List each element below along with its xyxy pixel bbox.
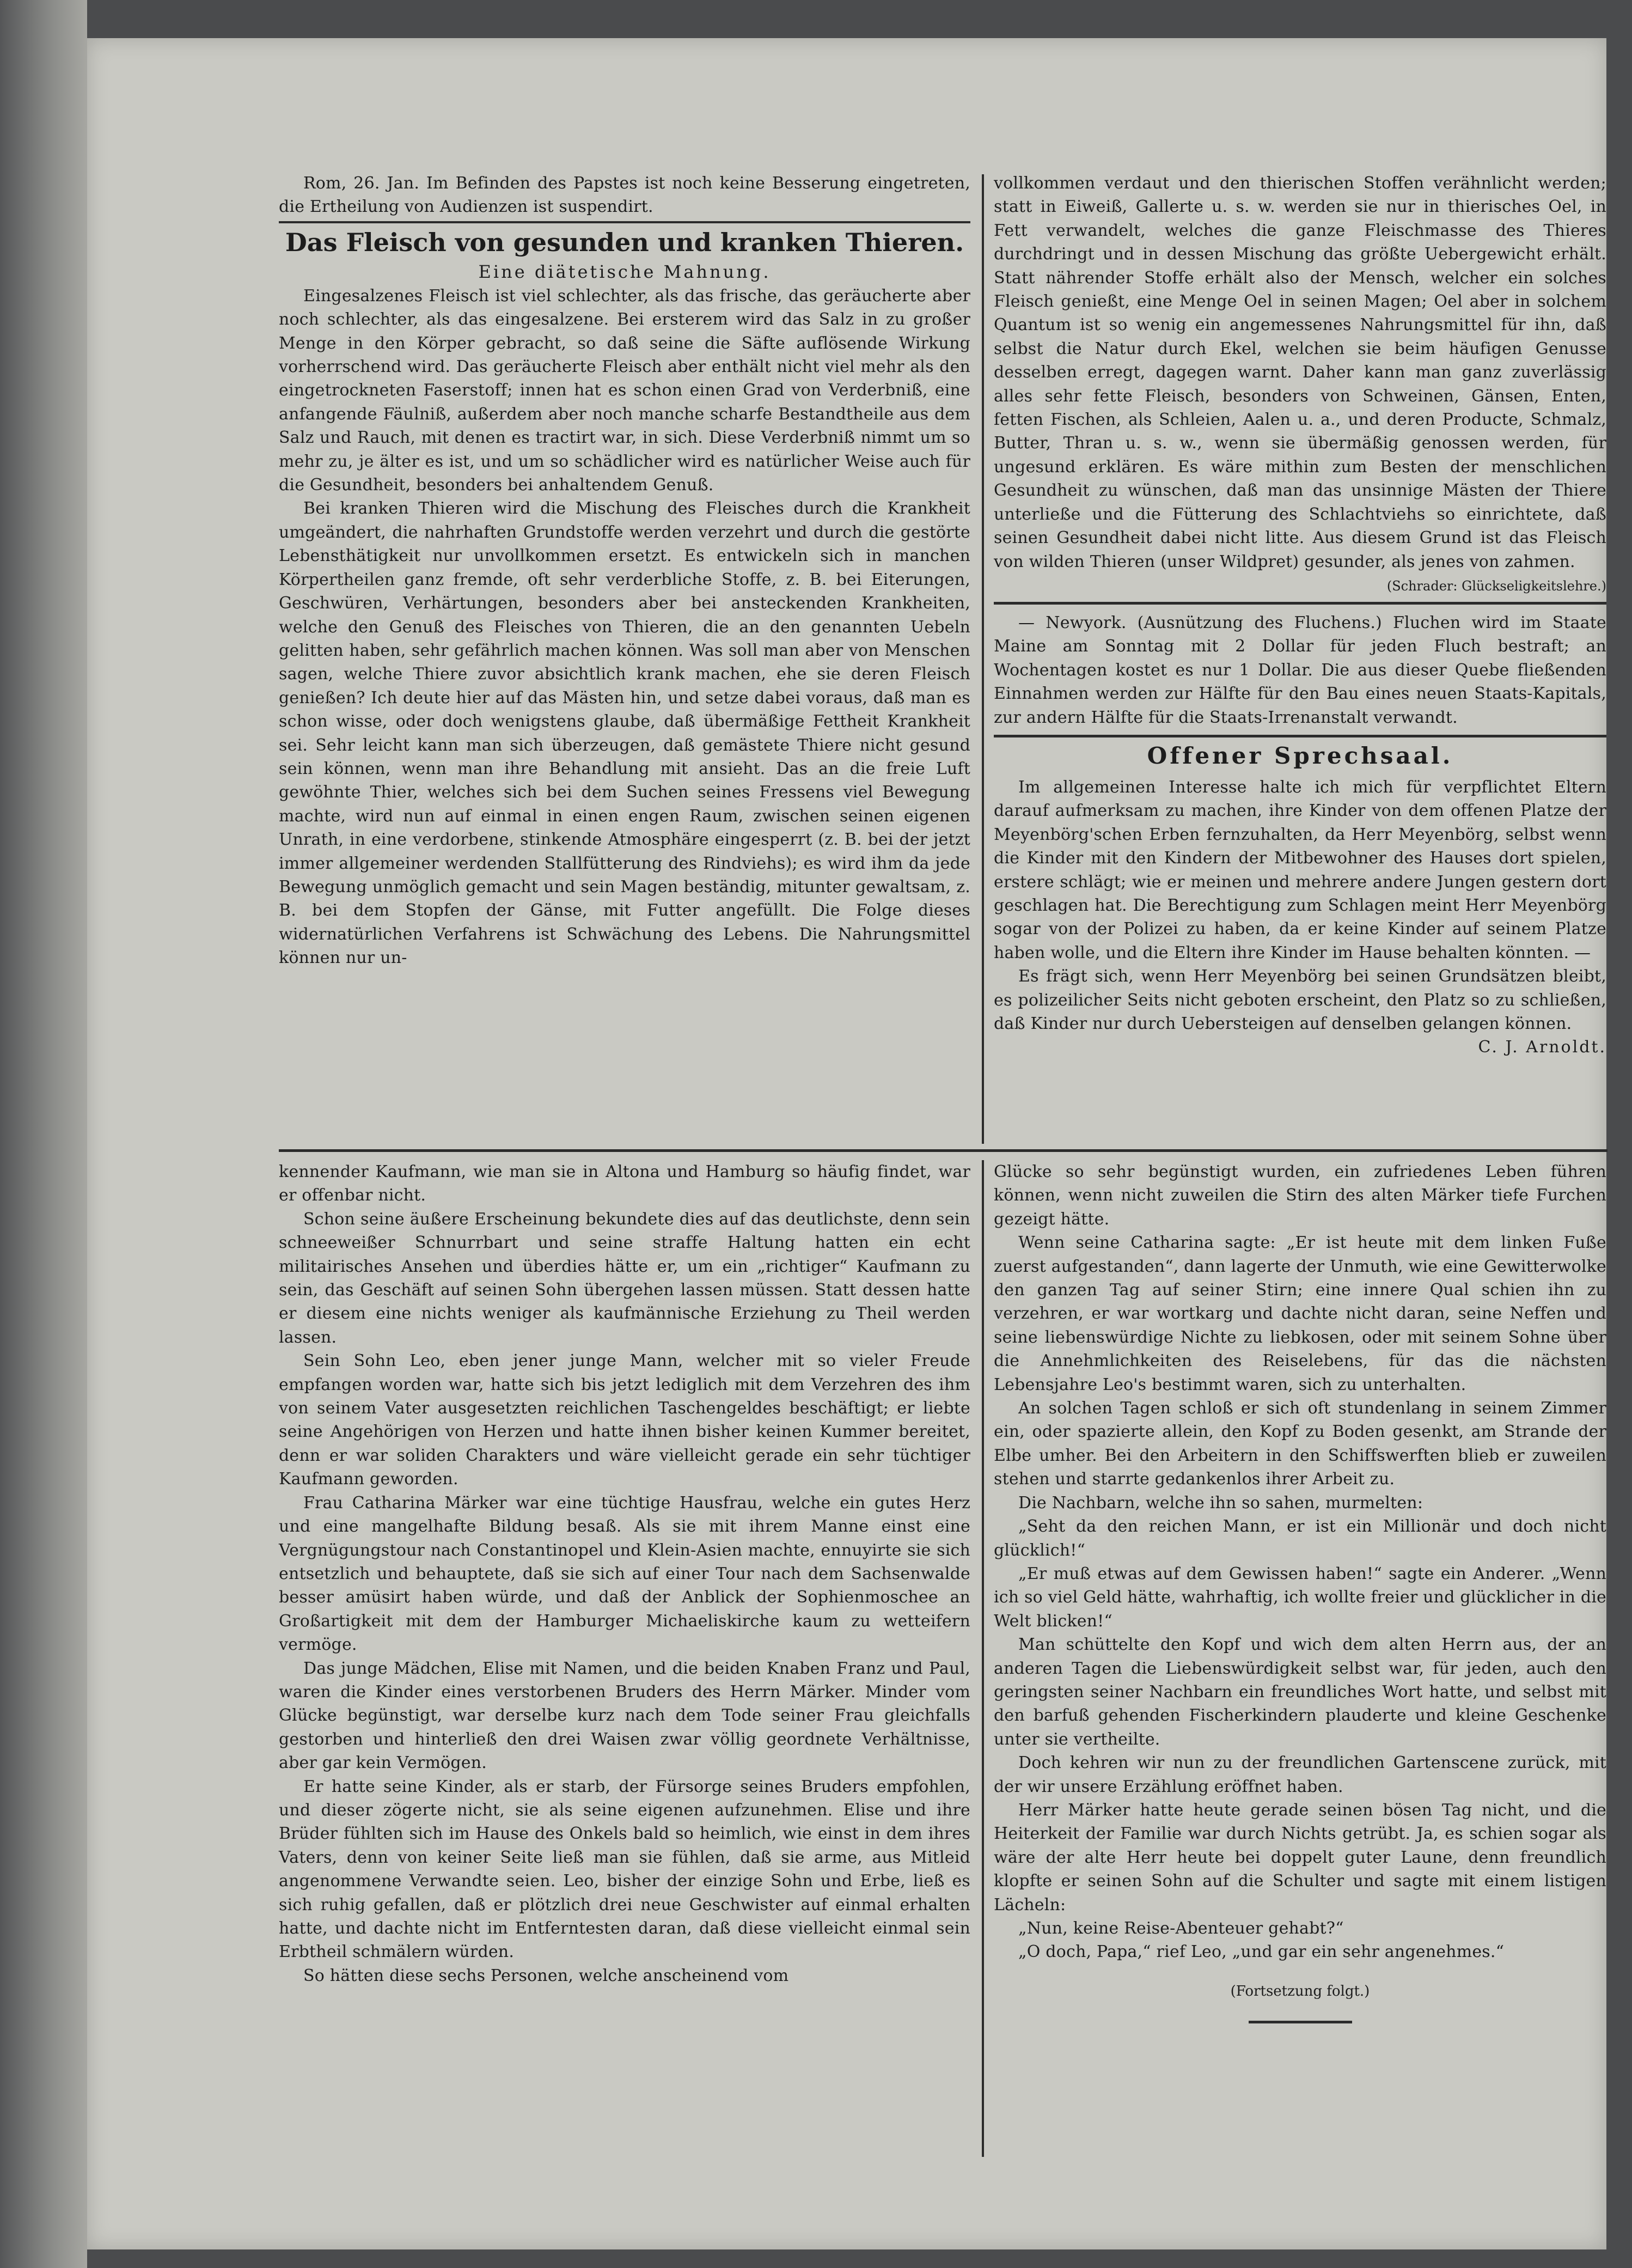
title-rule [279,221,970,223]
sprechsaal-paragraph: Es frägt sich, wenn Herr Meyenbörg bei seinen Grundsätzen bleibt, es polizeilicher Seits nicht geboten erscheint, den Platz so zu schließen, daß Kinder nur durch Uebersteigen auf denselben gelangen können. [994,967,1606,1033]
story-paragraph: So hätten diese sechs Personen, welche anscheinend vom [303,1966,789,1985]
top-left-column [279,172,970,970]
bottom-right-column [994,1160,1606,2023]
sprechsaal-paragraph: Im allgemeinen Interesse halte ich mich für verpflichtet Eltern darauf aufmerksam zu machen, ihre Kinder von dem offenen Platze der Meyenbörg'schen Erben fernzuhalten, da Herr Meyenbörg, selbst wenn die Kinder mit den Kindern der Mitbewohner des Hauses dort spielen, erstere schlägt; wie er meinen und mehrere andere Jungen gestern dort geschlagen hat. Die Berechtigung zum Schlagen meint Herr Meyenbörg sogar von der Polizei zu haben, da er keine Kinder auf seinem Platze haben wolle, und die Eltern ihre Kinder im Hause behalten könnten. — [994,777,1606,962]
top-right-column [994,172,1606,1059]
story-paragraph: Er hatte seine Kinder, als er starb, der Fürsorge seines Bruders empfohlen, und dieser zögerte nicht, sie als seine eigenen aufzunehmen. Elise und ihre Brüder fühlten sich im Hause des Onkels bald so heimlich, wie einst in dem ihres Vaters, denn von keiner Seite ließ man sie fühlen, daß sie arme, aus Mitleid angenommene Verwandte seien. Leo, bisher der einzige Sohn und Erbe, ließ es sich ruhig gefallen, daß er plötzlich drei neue Geschwister auf einmal erhalten hatte, und dachte nicht im Entferntesten daran, daß diese vielleicht einmal sein Erbtheil schmälern würden. [279,1777,970,1962]
feuilleton-divider [279,1149,1607,1152]
continuation-note: (Fortsetzung folgt.) [1230,1983,1370,1999]
story-paragraph: „Nun, keine Reise-Abenteuer gehabt?“ [1018,1919,1344,1938]
story-paragraph: Doch kehren wir nun zu der freundlichen Gartenscene zurück, mit der wir unsere Erzählung eröffnet haben. [994,1753,1606,1796]
story-paragraph: „O doch, Papa,“ rief Leo, „und gar ein sehr angenehmes.“ [1018,1942,1505,1962]
story-paragraph: Glücke so sehr begünstigt wurden, ein zufriedenes Leben führen können, wenn nicht zuweilen die Stirn des alten Märker tiefe Furchen gezeigt hätte. [994,1162,1606,1229]
section-rule [994,602,1606,605]
story-paragraph: Die Nachbarn, welche ihn so sahen, murmelten: [1018,1493,1423,1513]
article-continuation: vollkommen verdaut und den thierischen Stoffen verähnlicht werden; statt in Eiweiß, Gallerte u. s. w. werden sie nur in thierisches Oel, in Fett verwandelt, welches die ganze Fleischmasse des Thieres durchdringt und in dessen Mischung das größte Uebergewicht erhält. Statt nährender Stoffe erhält also der Mensch, welcher ein solches Fleisch genießt, eine Menge Oel in seinen Magen; Oel aber in solchem Quantum ist so wenig ein angemessenes Nahrungsmittel für ihn, daß selbst die Natur durch Ekel, welchen sie beim häufigen Genusse desselben erregt, dagegen warnt. Daher kann man ganz zuverlässig alles sehr fette Fleisch, besonders von Schweinen, Gänsen, Enten, fetten Fischen, als Schleien, Aalen u. a., und deren Producte, Schmalz, Butter, Thran u. s. w., wenn sie übermäßig genossen werden, für ungesund erklären. Es wäre mithin zum Besten der menschlichen Gesundheit zu wünschen, daß man das unsinnige Mästen der Thiere unterließe und die Fütterung des Schlachtviehs so einrichtete, daß seinen Gesundheit dabei nicht litte. Aus diesem Grund ist das Fleisch von wilden Thieren (unser Wildpret) gesunder, als jenes von zahmen. [994,174,1606,571]
story-paragraph: kennender Kaufmann, wie man sie in Altona und Hamburg so häufig findet, war er offenbar nicht. [279,1162,970,1205]
story-paragraph: „Seht da den reichen Mann, er ist ein Millionär und doch nicht glücklich!“ [994,1517,1606,1560]
end-rule [1249,2021,1352,2023]
story-paragraph: Wenn seine Catharina sagte: „Er ist heute mit dem linken Fuße zuerst aufgestanden“, dann lagerte der Unmuth, wie eine Gewitterwolke den ganzen Tag auf seiner Stirn; eine innere Qual schien ihn zu verzehren, er war wortkarg und dachte nicht daran, seine Neffen und seine liebenswürdige Nichte zu liebkosen, oder mit seinem Sohne über die Annehmlichkeiten des Reiselebens, für das die nächsten Lebensjahre Leo's bestimmt waren, sich zu unterhalten. [994,1233,1606,1394]
bottom-left-column [279,1160,970,1987]
story-paragraph: Frau Catharina Märker war eine tüchtige Hausfrau, welche ein gutes Herz und eine mangelhafte Bildung besaß. Als sie mit ihrem Manne einst eine Vergnügungstour nach Constantinopel und Klein-Asien machte, ennuyirte sie sich entsetzlich und behauptete, daß sie sich auf einer Tour nach dem Sachsenwalde besser amüsirt haben würde, und daß der Anblick der Sophienmoschee an Großartigkeit mit dem der Hamburger Michaeliskirche kaum zu wetteifern vermöge. [279,1493,970,1655]
column-rule-bottom [982,1160,984,2157]
signature: C. J. Arnoldt. [1478,1038,1606,1057]
story-paragraph: An solchen Tagen schloß er sich oft stundenlang in seinem Zimmer ein, oder spazierte allein, den Kopf zu Boden gesenkt, am Strande der Elbe umher. Bei den Arbeitern in den Schiffswerften blieb er zuweilen stehen und starrte gedankenlos ihrer Arbeit zu. [994,1399,1606,1489]
news-newyork: — Newyork. (Ausnützung des Fluchens.) Fluchen wird im Staate Maine am Sonntag mit 2 Dollar für jeden Fluch bestraft; an Wochentagen kostet es nur 1 Dollar. Die aus dieser Quebe fließenden Einnahmen werden zur Hälfte für den Bau eines neuen Staats-Kapitals, zur andern Hälfte für die Staats-Irrenanstalt verwandt. [994,613,1606,727]
story-paragraph: Das junge Mädchen, Elise mit Namen, und die beiden Knaben Franz und Paul, waren die Kinder eines verstorbenen Bruders des Herrn Märker. Minder vom Glücke begünstigt, war derselbe kurz nach dem Tode seiner Frau gleichfalls gestorben und hinterließ den drei Waisen zwar völlig geordnete Verhältnisse, aber gar kein Vermögen. [279,1659,970,1773]
article-paragraph: Bei kranken Thieren wird die Mischung des Fleisches durch die Krankheit umgeändert, die nahrhaften Grundstoffe werden verzehrt und durch die gestörte Lebensthätigkeit nur unvollkommen ersetzt. Es entwickeln sich in manchen Körpertheilen ganz fremde, oft sehr verderbliche Stoffe, z. B. bei Eiterungen, Geschwüren, Verhärtungen, besonders aber bei ansteckenden Krankheiten, welche den Genuß des Fleisches von Thieren, die an den genannten Uebeln gelitten haben, sehr gefährlich machen können. Was soll man aber von Menschen sagen, welche Thiere zuvor absichtlich krank machen, ehe sie deren Fleisch genießen? Ich deute hier auf das Mästen hin, und setze dabei voraus, daß man es schon wisse, oder doch wenigstens glaube, daß übermäßige Fettheit Krankheit sei. Sehr leicht kann man sich überzeugen, daß gemästete Thiere nicht gesund sein können, wenn man ihre Behandlung mit ansieht. Das an die freie Luft gewöhnte Thier, welches sich bei dem Suchen seines Fressens viel Bewegung machte, wird nun auf einmal in einen engen Raum, zwischen seinen eigenen Unrath, in eine verdorbene, stinkende Atmosphäre eingesperrt (z. B. bei der jetzt immer allgemeiner werdenden Stallfütterung des Rindviehs); es wird ihm da jede Bewegung unmöglich gemacht und sein Magen beständig, mitunter gewaltsam, z. B. bei dem Stopfen der Gänse, mit Futter angefüllt. Die Folge dieses widernatürlichen Verfahrens ist Schwächung des Lebens. Die Nahrungsmittel können nur un- [279,499,970,968]
article-subtitle: Eine diätetische Mahnung. [478,261,771,282]
story-paragraph: Schon seine äußere Erscheinung bekundete dies auf das deutlichste, denn sein schneeweißer Schnurrbart und seine straffe Haltung hatten ein echt militairisches Ansehen und überdies hätte er, um ein „richtiger“ Kaufmann zu sein, das Geschäft auf seinen Sohn übergehen lassen müssen. Statt dessen hatte er diesem eine nichts weniger als kaufmännische Erziehung zu Theil werden lassen. [279,1209,970,1347]
section-title: Offener Sprechsaal. [1147,742,1453,769]
scan-background-strip [0,0,87,2268]
article-paragraph: Eingesalzenes Fleisch ist viel schlechter, als das frische, das geräucherte aber noch schlechter, als das eingesalzene. Bei ersterem wird das Salz in zu großer Menge in den Körper gebracht, so daß seine die Säfte auflösende Wirkung vorherrschend wird. Das geräucherte Fleisch aber enthält nicht viel mehr als den eingetrockneten Faserstoff; innen hat es schon einen Grad von Verderbniß, eine anfangende Fäulniß, außerdem aber noch manche scharfe Bestandtheile aus dem Salz und Rauch, mit denen es tractirt war, in sich. Diese Verderbniß nimmt um so mehr zu, je älter es ist, und um so schädlicher wird es natürlicher Weise auch für die Gesundheit, besonders bei anhaltendem Genuß. [279,286,970,495]
column-rule-top [982,174,984,1144]
newspaper-page [87,38,1606,2249]
story-paragraph: „Er muß etwas auf dem Gewissen haben!“ sagte ein Anderer. „Wenn ich so viel Geld hätte, wahrhaftig, ich wollte freier und glücklicher in die Welt blicken!“ [994,1564,1606,1631]
article-title: Das Fleisch von gesunden und kranken Thieren. [285,227,964,257]
section-rule [994,735,1606,737]
story-paragraph: Herr Märker hatte heute gerade seinen bösen Tag nicht, und die Heiterkeit der Familie war durch Nichts getrübt. Ja, es schien sogar als wäre der alte Herr heute bei doppelt guter Laune, denn freundlich klopfte er seinen Sohn auf die Schulter und sagte mit einem listigen Lächeln: [994,1800,1606,1915]
story-paragraph: Man schüttelte den Kopf und wich dem alten Herrn aus, der an anderen Tagen die Liebenswürdigkeit selbst war, für jeden, auch den geringsten seiner Nachbarn ein freundliches Wort hatte, und selbst mit den barfuß gehenden Fischerkindern plauderte und kleine Geschenke unter sie vertheilte. [994,1635,1606,1749]
story-paragraph: Sein Sohn Leo, eben jener junge Mann, welcher mit so vieler Freude empfangen worden war, hatte sich bis jetzt lediglich mit dem Verzehren des ihm von seinem Vater ausgesetzten reichlichen Taschengeldes beschäftigt; er liebte seine Angehörigen von Herzen und hatte ihnen bisher keinen Kummer bereitet, denn er war soliden Charakters und wäre vielleicht gerade ein sehr tüchtiger Kaufmann geworden. [279,1351,970,1489]
article-source: (Schrader: Glückseligkeitslehre.) [1386,578,1606,594]
news-rome: Rom, 26. Jan. Im Befinden des Papstes ist noch keine Besserung eingetreten, die Ertheilung von Audienzen ist suspendirt. [279,174,970,217]
